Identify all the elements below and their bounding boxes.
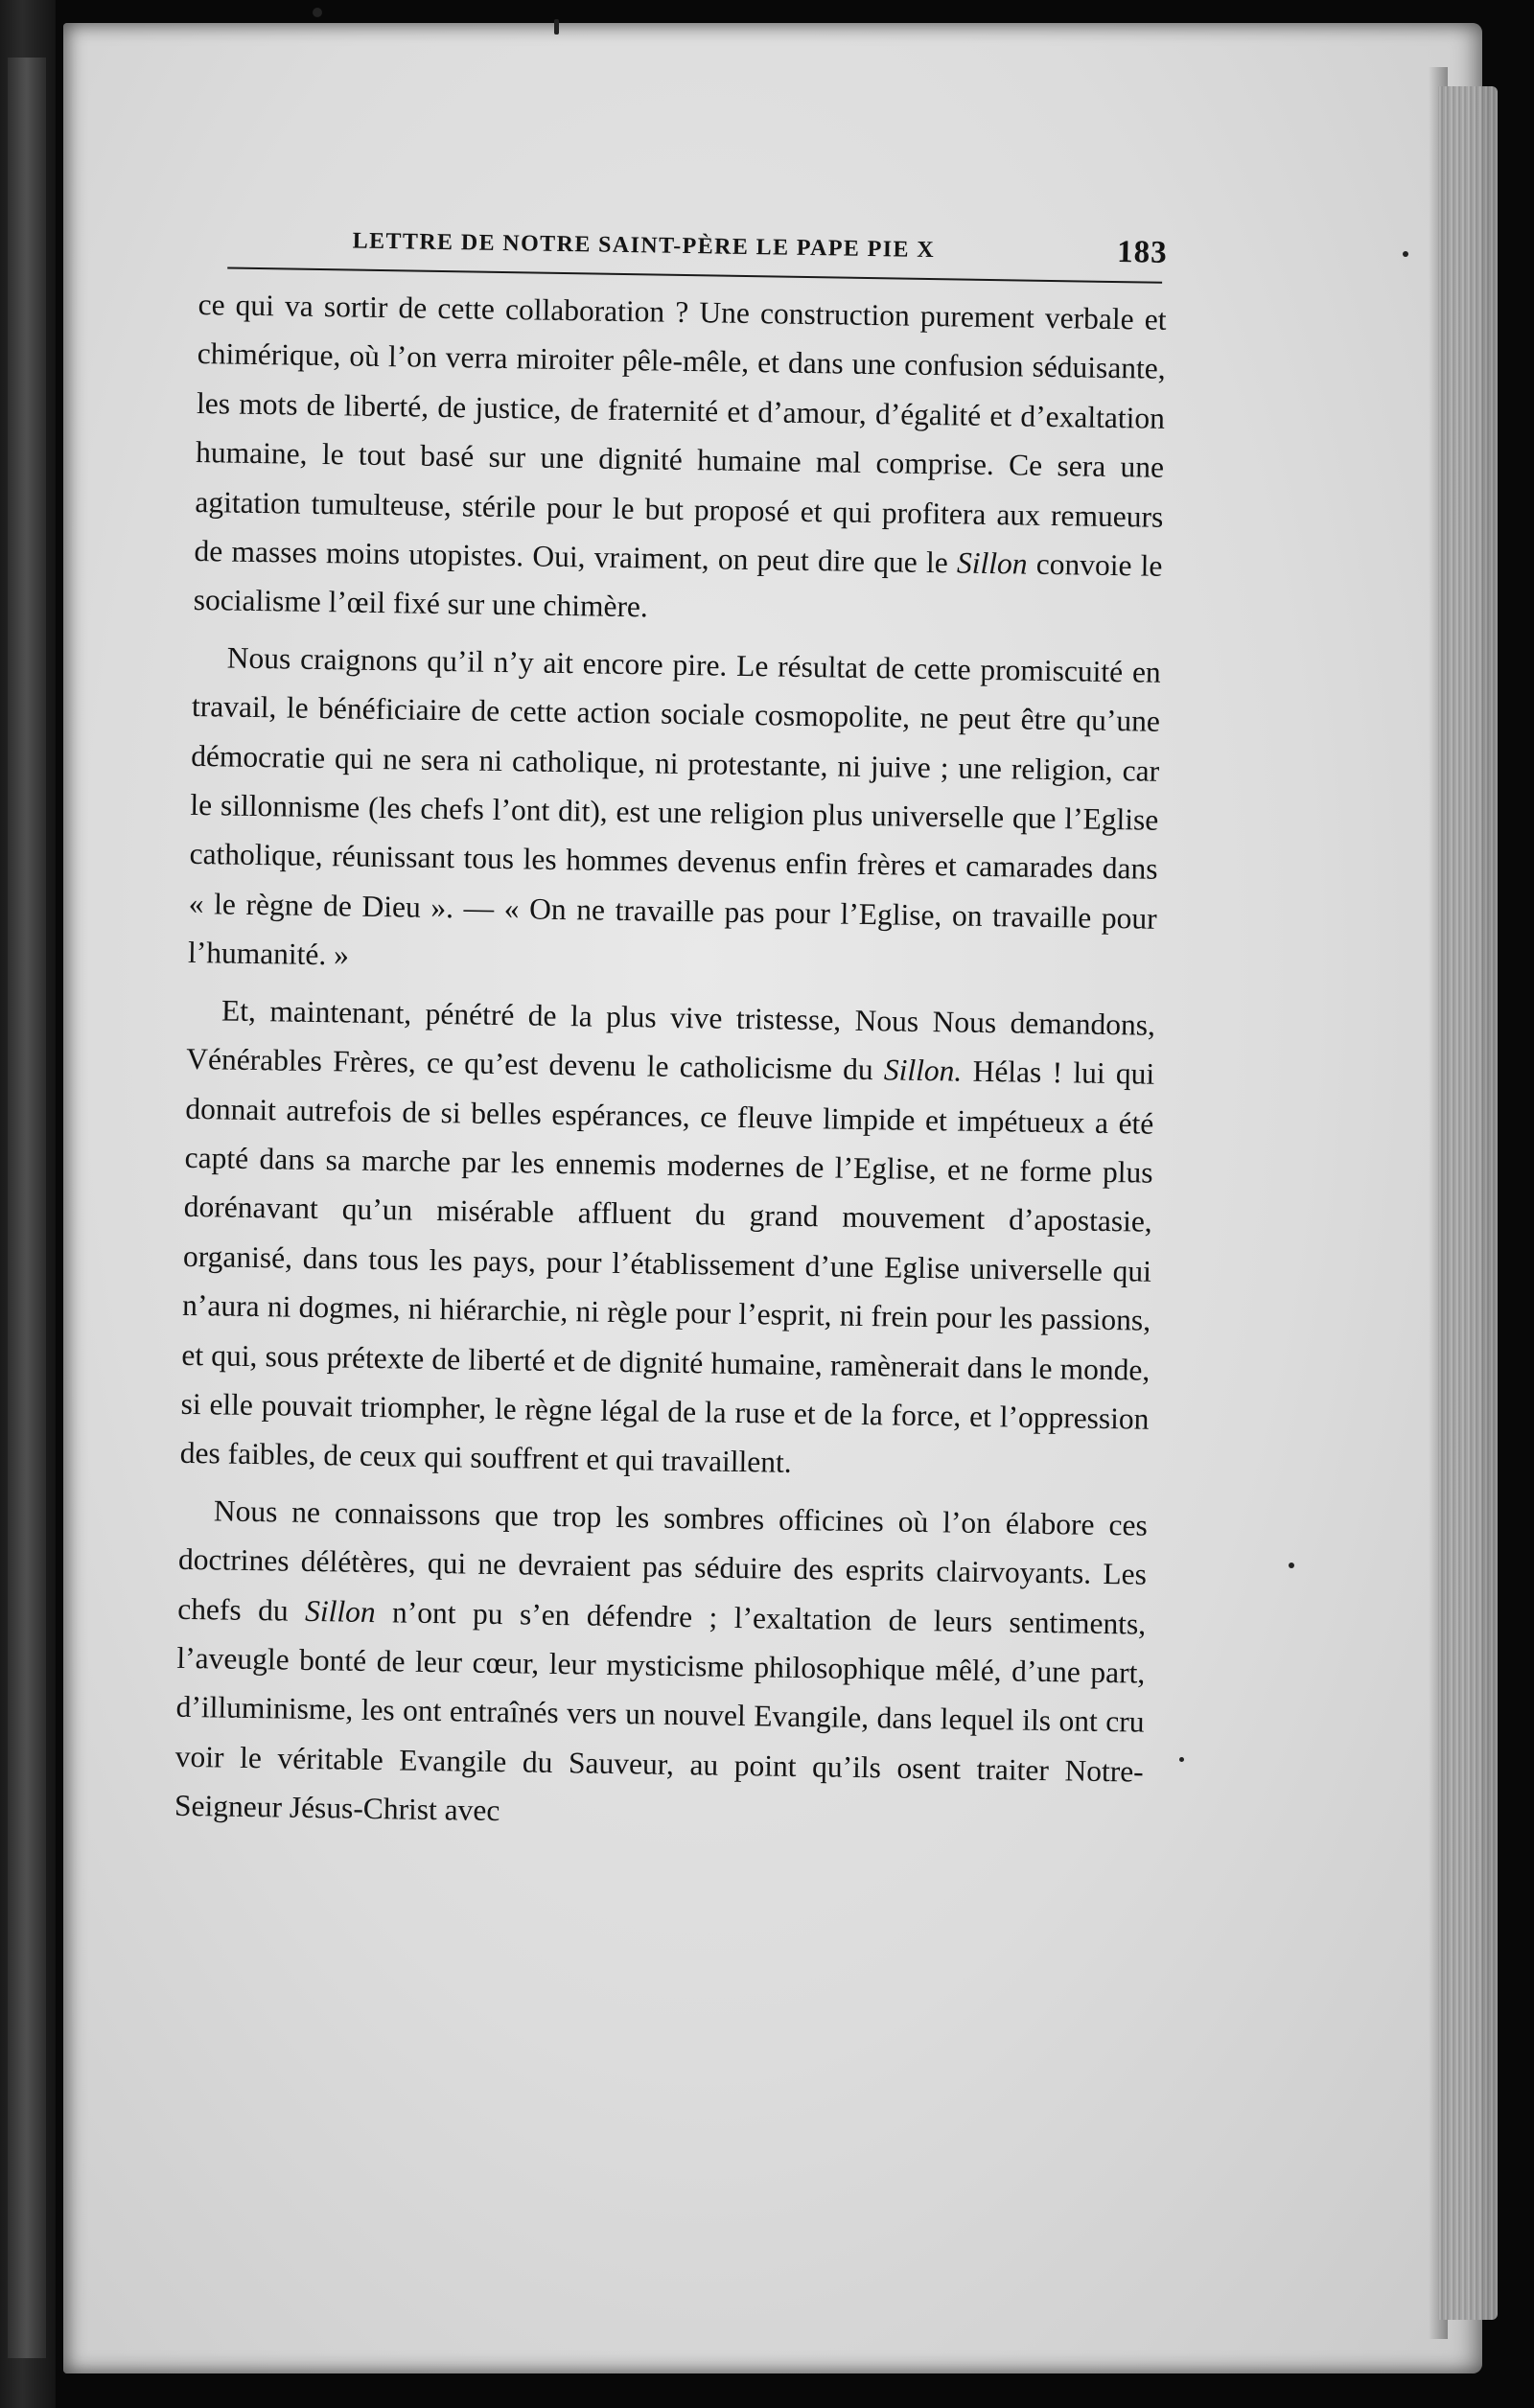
text-run: Et, maintenant, pénétré de la plus vive tristesse, Nous Nous demandons, Vénérables Frères, ce qu’est devenu le catholicisme du bbox=[185, 993, 1156, 1087]
page-number: 183 bbox=[1116, 235, 1168, 270]
text-run: n’ont pu s’en défendre ; l’exaltation de leurs sentiments, l’aveugle bonté de leur cœur, leur mysticisme philosophique mêlé, d’une part, d’illuminisme, les ont entraînés vers un nouvel Evangile, dans lequel ils ont cru voir le véritable Evangile du Sauveur, au point qu’ils osent traiter Notre-Seigneur Jésus-Christ avec bbox=[174, 1594, 1147, 1828]
italic-text-run: Sillon bbox=[304, 1593, 376, 1629]
dust-speck bbox=[1289, 1563, 1294, 1568]
text-run: ce qui va sortir de cette collaboration ? Une construction purement verbale et chimérique, où l’on verra miroiter pêle-mêle, et dans une confusion séduisante, les mots de liberté, de justice, de fraternité et d’amour, d’égalité et d’exaltation humaine, le tout basé sur une dignité humaine mal comprise. Ce sera une agitation tumulteuse, stérile pour le but proposé et qui profitera aux remueurs de masses moins utopistes. Oui, vraiment, on peut dire que le bbox=[194, 287, 1167, 580]
text-run: convoie le socialisme l’œil fixé sur une chimère. bbox=[193, 546, 1163, 624]
running-title: LETTRE DE NOTRE SAINT-PÈRE LE PAPE PIE X bbox=[352, 228, 936, 264]
page-text-block bbox=[174, 220, 1168, 1845]
previous-page-edge bbox=[8, 58, 46, 2358]
dust-speck bbox=[554, 19, 559, 35]
header-rule bbox=[227, 266, 1162, 283]
paragraph-4 bbox=[174, 1486, 1149, 1846]
text-run: Nous ne connaissons que trop les sombres officines où l’on élabore ces doctrines délétères, qui ne devraient pas séduire des esprits clairvoyants. Les chefs du bbox=[176, 1493, 1149, 1628]
text-run: Nous craignons qu’il n’y ait encore pire. Le résultat de cette promiscuité en travail, le bénéficiaire de cette action sociale cosmopolite, ne peut être qu’une démocratie qui ne sera ni catholique, ni protestante, ni juive ; une religion, car le sillonnisme (les chefs l’ont dit), est une religion plus universelle que l’Eglise catholique, réunissant tous les hommes devenus enfin frères et camarades dans « le règne de Dieu ». — « On ne travaille pas pour l’Eglise, on travaille pour l’humanité. » bbox=[187, 640, 1161, 972]
dust-speck bbox=[1403, 251, 1408, 257]
dust-speck bbox=[313, 8, 322, 17]
dust-speck bbox=[1179, 1757, 1184, 1762]
paragraph-3 bbox=[179, 985, 1155, 1493]
italic-text-run: Sillon bbox=[956, 545, 1028, 581]
paragraph-1 bbox=[193, 280, 1167, 640]
italic-text-run: Sillon. bbox=[883, 1053, 963, 1088]
text-run: Hélas ! lui qui donnait autrefois de si belles espérances, ce fleuve limpide et impétueux a été capté dans sa marche par les ennemis modernes de l’Eglise, et ne forme plus dorénavant qu’un misérable affluent du grand mouvement d’apostasie, organisé, dans tous les pays, pour l’établissement d’une Eglise universelle qui n’aura ni dogmes, ni hiérarchie, ni règle pour l’esprit, ni frein pour les passions, et qui, sous prétexte de liberté et de dignité humaine, ramènerait dans le monde, si elle pouvait triompher, le règne légal de la ruse et de la force, et l’oppression des faibles, de ceux qui souffrent et qui travaillent. bbox=[179, 1054, 1155, 1480]
paragraph-2 bbox=[188, 633, 1162, 993]
stacked-page-edges bbox=[1438, 86, 1498, 2320]
